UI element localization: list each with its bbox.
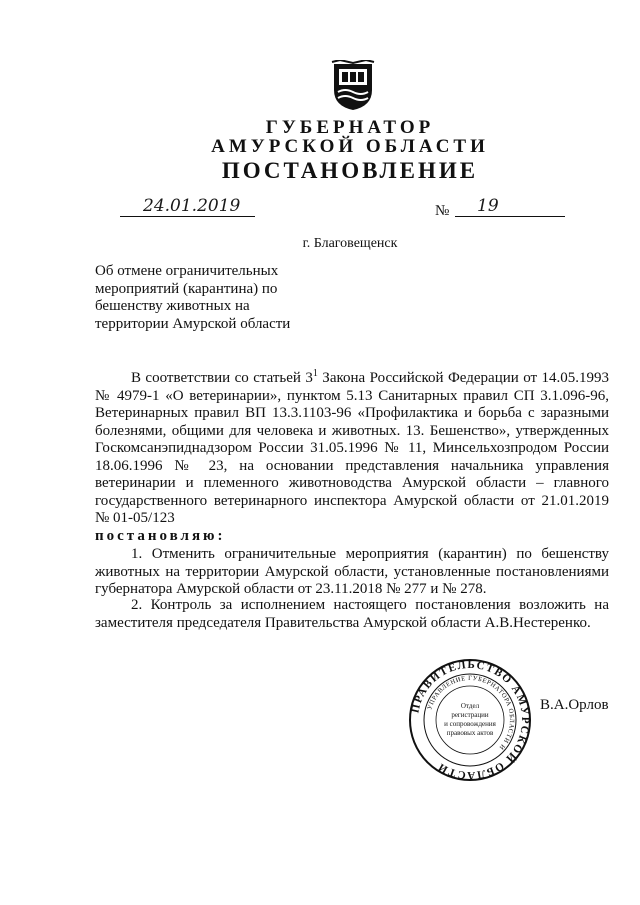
signatory-name: В.А.Орлов	[540, 697, 609, 713]
seal-center-line: правовых актов	[446, 729, 494, 737]
body-text-start: В соответствии со статьей 3	[131, 370, 313, 386]
superscript: 1	[312, 368, 318, 379]
title-line: бешенству животных на	[95, 298, 250, 314]
item-1: 1. Отменить ограничительные мероприятия (карантин) по бешенству животных на территории Амурской области, установленные постановлениями губернатора Амурской области от 23.11.2018 № 277 и № 278.	[95, 546, 609, 597]
seal-center-line: регистрации	[451, 711, 489, 719]
body-paragraph	[95, 370, 609, 528]
seal-inner-ring-text: УПРАВЛЕНИЕ ГУБЕРНАТОРА ОБЛАСТИ И	[426, 674, 516, 752]
title-line: территории Амурской области	[95, 315, 291, 332]
number-underline	[455, 216, 565, 217]
city: г. Благовещенск	[302, 236, 398, 251]
date-handwritten: 24.01.2019	[143, 196, 241, 216]
doc-type-title: ПОСТАНОВЛЕНИЕ	[221, 158, 479, 183]
header-region: АМУРСКОЙ ОБЛАСТИ	[211, 136, 489, 157]
official-seal	[408, 658, 532, 782]
seal-center-line: и сопровождения	[444, 720, 496, 728]
number-handwritten: 19	[477, 196, 499, 216]
item-2: 2. Контроль за исполнением настоящего постановления возложить на заместителя председателя Правительства Амурской области А.В.Нестеренко.	[95, 597, 609, 631]
coat-of-arms-icon	[330, 60, 376, 112]
seal-center-line: Отдел	[460, 702, 480, 710]
number-sign: №	[435, 203, 450, 219]
title-line: Об отмене ограничительных	[95, 263, 279, 279]
title-line: мероприятий (карантина) по	[95, 280, 278, 297]
title-block	[95, 263, 290, 333]
body-text-rest: Закона Российской Федерации от 14.05.1993 № 4979-1 «О ветеринарии», пунктом 5.13 Санитарных правил СП 3.1.096-96, Ветеринарных правил ВП 13.3.1103-96 «Профилактика и борьба с заразными болезнями, общими для человека и животных. 13. Бешенство», утвержденных Госкомсанэпиднадзором России 31.05.1996 № 11, Минсельхозпродом России 18.06.1996 № 23, на основании представления начальника управления ветеринарии и племенного животноводства Амурской области – главного государственного ветеринарного инспектора Амурской области от 21.01.2019 № 01-05/123	[95, 370, 609, 526]
header-governor: ГУБЕРНАТОР	[265, 117, 435, 138]
seal-ring-text: ПРАВИТЕЛЬСТВО АМУРСКОЙ ОБЛАСТИ	[409, 658, 532, 782]
decree-word: постановляю:	[95, 528, 226, 544]
date-underline	[120, 216, 255, 217]
